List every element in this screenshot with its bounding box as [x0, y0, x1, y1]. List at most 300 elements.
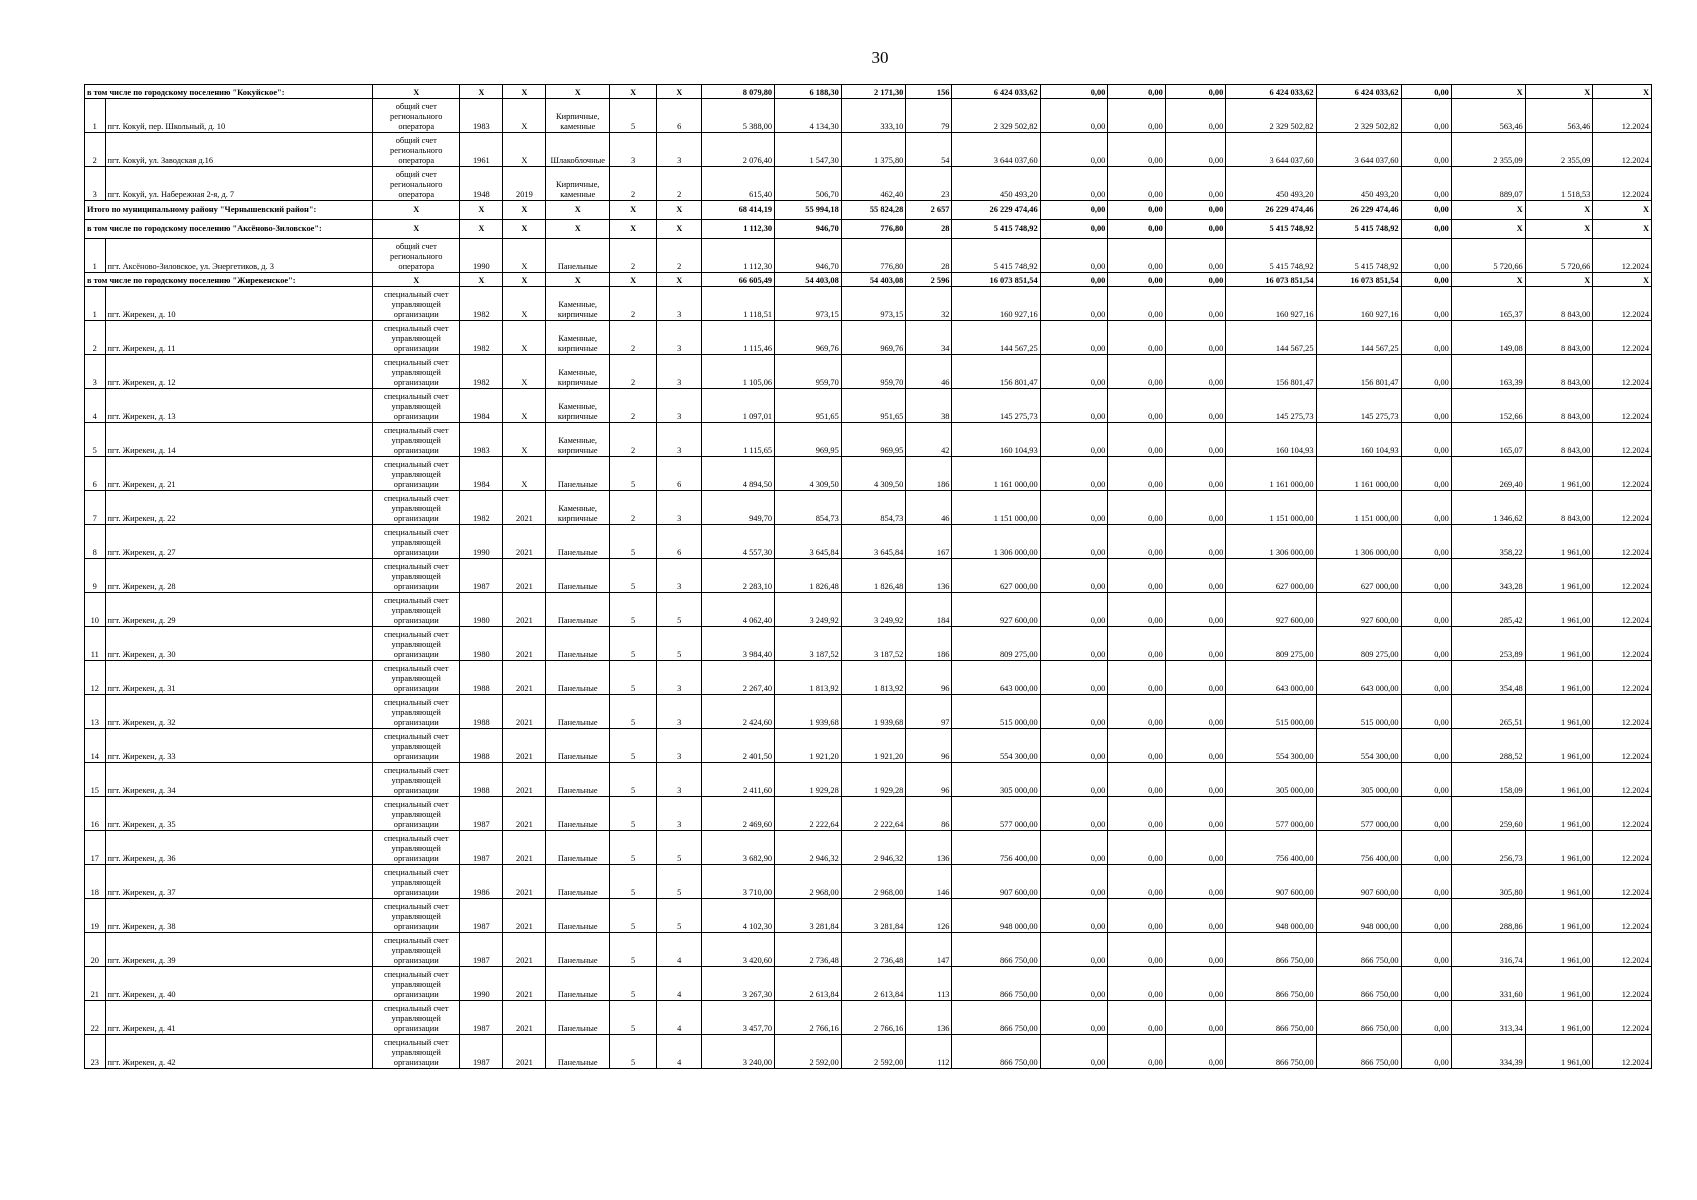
wall-material-cell: Панельные	[546, 593, 610, 627]
floors-min-cell: 6	[657, 525, 702, 559]
area-living-cell: 54 403,08	[775, 273, 842, 287]
account-cell: специальный счет управляющей организации	[373, 729, 460, 763]
fund-owners-cell: 866 750,00	[1226, 933, 1316, 967]
fund-local-cell: 0,00	[1165, 763, 1226, 797]
limit-per-m2-cell: 1 961,00	[1525, 1035, 1593, 1069]
address-cell: пгт. Жирекен, д. 41	[105, 1001, 373, 1035]
fund-regional-cell: 0,00	[1108, 85, 1165, 99]
deadline-cell: 12.2024	[1593, 423, 1652, 457]
fund-local-cell: 0,00	[1165, 201, 1226, 220]
year-built-cell: 1984	[460, 457, 503, 491]
account-cell: специальный счет управляющей организации	[373, 593, 460, 627]
year-built-cell: 1983	[460, 99, 503, 133]
table-row	[85, 491, 1652, 525]
floors-min-cell: 3	[657, 763, 702, 797]
cost-fund-cell: 1 151 000,00	[1316, 491, 1401, 525]
area-living-cell: 3 645,84	[775, 525, 842, 559]
area-living-cell: 1 939,68	[775, 695, 842, 729]
cost-per-m2-cell: 331,60	[1451, 967, 1525, 1001]
row-number-cell: 8	[85, 525, 106, 559]
deadline-cell: 12.2024	[1593, 239, 1652, 273]
fund-owners-cell: 450 493,20	[1226, 167, 1316, 201]
area-living-cell: 55 994,18	[775, 201, 842, 220]
row-number-cell: 4	[85, 389, 106, 423]
cost-per-m2-cell: 285,42	[1451, 593, 1525, 627]
area-living-cell: 4 134,30	[775, 99, 842, 133]
year-built-cell: 1982	[460, 321, 503, 355]
wall-material-cell: Панельные	[546, 933, 610, 967]
subtotal-row	[85, 85, 1652, 99]
year-done-cell: X	[503, 321, 546, 355]
area-living-cell: 959,70	[775, 355, 842, 389]
year-done-cell: 2021	[503, 695, 546, 729]
fund-local-cell: 0,00	[1165, 1035, 1226, 1069]
wall-material-cell: Панельные	[546, 525, 610, 559]
cost-total-cell: 5 415 748,92	[952, 220, 1040, 239]
cost-fund-cell: 26 229 474,46	[1316, 201, 1401, 220]
area-living-cell: 3 187,52	[775, 627, 842, 661]
limit-per-m2-cell: 1 961,00	[1525, 797, 1593, 831]
floors-min-cell: 3	[657, 355, 702, 389]
row-number-cell: 17	[85, 831, 106, 865]
fund-federal-cell: 0,00	[1040, 201, 1108, 220]
residents-cell: 156	[906, 85, 952, 99]
cost-fund-cell: 866 750,00	[1316, 967, 1401, 1001]
cost-other-cell: 0,00	[1401, 627, 1451, 661]
area-living-cell: 1 813,92	[775, 661, 842, 695]
capital-repair-table	[84, 84, 1652, 1069]
year-built-cell: 1987	[460, 797, 503, 831]
cost-per-m2-cell: 563,46	[1451, 99, 1525, 133]
area-private-cell: 973,15	[841, 287, 906, 321]
year-done-cell: X	[503, 287, 546, 321]
address-cell: пгт. Жирекен, д. 13	[105, 389, 373, 423]
fund-regional-cell: 0,00	[1108, 457, 1165, 491]
wall-material-cell: Шлакоблочные	[546, 133, 610, 167]
deadline-cell: X	[1593, 201, 1652, 220]
fund-owners-cell: 1 161 000,00	[1226, 457, 1316, 491]
fund-owners-cell: 809 275,00	[1226, 627, 1316, 661]
cost-fund-cell: 948 000,00	[1316, 899, 1401, 933]
wall-material-cell: Панельные	[546, 899, 610, 933]
area-total-cell: 66 605,49	[702, 273, 775, 287]
fund-owners-cell: 554 300,00	[1226, 729, 1316, 763]
table-row	[85, 967, 1652, 1001]
cost-fund-cell: 627 000,00	[1316, 559, 1401, 593]
cost-per-m2-cell: 305,80	[1451, 865, 1525, 899]
deadline-cell: 12.2024	[1593, 729, 1652, 763]
cost-total-cell: 144 567,25	[952, 321, 1040, 355]
cost-total-cell: 866 750,00	[952, 933, 1040, 967]
cost-fund-cell: 5 415 748,92	[1316, 220, 1401, 239]
cost-fund-cell: 3 644 037,60	[1316, 133, 1401, 167]
floors-min-cell: 6	[657, 99, 702, 133]
limit-per-m2-cell: 1 961,00	[1525, 593, 1593, 627]
account-cell: специальный счет управляющей организации	[373, 763, 460, 797]
cost-fund-cell: 554 300,00	[1316, 729, 1401, 763]
cost-fund-cell: 907 600,00	[1316, 865, 1401, 899]
year-done-cell: 2021	[503, 661, 546, 695]
area-total-cell: 949,70	[702, 491, 775, 525]
cost-total-cell: 809 275,00	[952, 627, 1040, 661]
floors-max-cell: 2	[610, 355, 657, 389]
area-private-cell: 776,80	[841, 220, 906, 239]
floors-min-cell: X	[657, 220, 702, 239]
residents-cell: 167	[906, 525, 952, 559]
fund-regional-cell: 0,00	[1108, 865, 1165, 899]
area-private-cell: 462,40	[841, 167, 906, 201]
floors-max-cell: 5	[610, 559, 657, 593]
year-done-cell: 2021	[503, 763, 546, 797]
account-cell: X	[373, 201, 460, 220]
cost-total-cell: 1 161 000,00	[952, 457, 1040, 491]
limit-per-m2-cell: 8 843,00	[1525, 389, 1593, 423]
fund-regional-cell: 0,00	[1108, 389, 1165, 423]
fund-regional-cell: 0,00	[1108, 220, 1165, 239]
fund-regional-cell: 0,00	[1108, 1035, 1165, 1069]
row-number-cell: 1	[85, 287, 106, 321]
residents-cell: 23	[906, 167, 952, 201]
fund-regional-cell: 0,00	[1108, 321, 1165, 355]
account-cell: общий счет регионального оператора	[373, 133, 460, 167]
cost-fund-cell: 160 104,93	[1316, 423, 1401, 457]
fund-local-cell: 0,00	[1165, 321, 1226, 355]
floors-max-cell: 2	[610, 321, 657, 355]
limit-per-m2-cell: X	[1525, 220, 1593, 239]
limit-per-m2-cell: 1 961,00	[1525, 1001, 1593, 1035]
year-built-cell: 1980	[460, 627, 503, 661]
area-total-cell: 1 112,30	[702, 220, 775, 239]
fund-owners-cell: 1 151 000,00	[1226, 491, 1316, 525]
area-living-cell: 973,15	[775, 287, 842, 321]
area-total-cell: 1 115,46	[702, 321, 775, 355]
cost-other-cell: 0,00	[1401, 797, 1451, 831]
year-built-cell: 1988	[460, 729, 503, 763]
year-done-cell: X	[503, 239, 546, 273]
row-number-cell: 13	[85, 695, 106, 729]
area-private-cell: 951,65	[841, 389, 906, 423]
residents-cell: 146	[906, 865, 952, 899]
floors-min-cell: 4	[657, 1035, 702, 1069]
cost-other-cell: 0,00	[1401, 99, 1451, 133]
table-row	[85, 423, 1652, 457]
address-cell: пгт. Жирекен, д. 30	[105, 627, 373, 661]
table-row	[85, 559, 1652, 593]
cost-other-cell: 0,00	[1401, 321, 1451, 355]
fund-regional-cell: 0,00	[1108, 763, 1165, 797]
fund-local-cell: 0,00	[1165, 695, 1226, 729]
cost-total-cell: 756 400,00	[952, 831, 1040, 865]
cost-per-m2-cell: 334,39	[1451, 1035, 1525, 1069]
limit-per-m2-cell: 8 843,00	[1525, 287, 1593, 321]
year-done-cell: 2021	[503, 933, 546, 967]
residents-cell: 46	[906, 491, 952, 525]
floors-min-cell: X	[657, 85, 702, 99]
table-row	[85, 457, 1652, 491]
deadline-cell: 12.2024	[1593, 661, 1652, 695]
wall-material-cell: Панельные	[546, 627, 610, 661]
table-row	[85, 661, 1652, 695]
area-total-cell: 2 469,60	[702, 797, 775, 831]
cost-fund-cell: 145 275,73	[1316, 389, 1401, 423]
deadline-cell: 12.2024	[1593, 627, 1652, 661]
year-done-cell: 2021	[503, 831, 546, 865]
address-cell: пгт. Жирекен, д. 21	[105, 457, 373, 491]
deadline-cell: 12.2024	[1593, 1001, 1652, 1035]
fund-regional-cell: 0,00	[1108, 287, 1165, 321]
floors-min-cell: 3	[657, 797, 702, 831]
fund-regional-cell: 0,00	[1108, 99, 1165, 133]
area-living-cell: 1 929,28	[775, 763, 842, 797]
fund-regional-cell: 0,00	[1108, 491, 1165, 525]
cost-fund-cell: 450 493,20	[1316, 167, 1401, 201]
fund-local-cell: 0,00	[1165, 220, 1226, 239]
row-number-cell: 3	[85, 355, 106, 389]
area-living-cell: 1 547,30	[775, 133, 842, 167]
cost-total-cell: 16 073 851,54	[952, 273, 1040, 287]
residents-cell: 2 657	[906, 201, 952, 220]
floors-max-cell: 5	[610, 967, 657, 1001]
floors-min-cell: 5	[657, 865, 702, 899]
row-number-cell: 10	[85, 593, 106, 627]
cost-per-m2-cell: X	[1451, 85, 1525, 99]
floors-max-cell: 5	[610, 899, 657, 933]
deadline-cell: 12.2024	[1593, 525, 1652, 559]
deadline-cell: 12.2024	[1593, 865, 1652, 899]
year-built-cell: 1988	[460, 695, 503, 729]
cost-other-cell: 0,00	[1401, 167, 1451, 201]
fund-regional-cell: 0,00	[1108, 797, 1165, 831]
limit-per-m2-cell: 1 961,00	[1525, 967, 1593, 1001]
account-cell: специальный счет управляющей организации	[373, 321, 460, 355]
wall-material-cell: Кирпичные, каменные	[546, 167, 610, 201]
floors-min-cell: 4	[657, 933, 702, 967]
floors-max-cell: 5	[610, 627, 657, 661]
subtotal-row	[85, 273, 1652, 287]
address-cell: пгт. Жирекен, д. 40	[105, 967, 373, 1001]
fund-local-cell: 0,00	[1165, 85, 1226, 99]
area-living-cell: 2 592,00	[775, 1035, 842, 1069]
wall-material-cell: Панельные	[546, 559, 610, 593]
fund-federal-cell: 0,00	[1040, 593, 1108, 627]
cost-other-cell: 0,00	[1401, 423, 1451, 457]
deadline-cell: 12.2024	[1593, 1035, 1652, 1069]
residents-cell: 96	[906, 661, 952, 695]
area-private-cell: 2 171,30	[841, 85, 906, 99]
cost-per-m2-cell: 358,22	[1451, 525, 1525, 559]
row-number-cell: 7	[85, 491, 106, 525]
group-label-cell: в том числе по городскому поселению "Аксёново-Зиловское":	[85, 220, 373, 239]
year-done-cell: X	[503, 85, 546, 99]
area-living-cell: 969,95	[775, 423, 842, 457]
cost-fund-cell: 866 750,00	[1316, 1001, 1401, 1035]
cost-fund-cell: 5 415 748,92	[1316, 239, 1401, 273]
row-number-cell: 2	[85, 133, 106, 167]
fund-local-cell: 0,00	[1165, 627, 1226, 661]
year-done-cell: 2021	[503, 1035, 546, 1069]
floors-max-cell: 5	[610, 99, 657, 133]
wall-material-cell: Панельные	[546, 967, 610, 1001]
cost-per-m2-cell: 269,40	[1451, 457, 1525, 491]
year-built-cell: 1948	[460, 167, 503, 201]
floors-min-cell: 4	[657, 1001, 702, 1035]
wall-material-cell: Каменные, кирпичные	[546, 491, 610, 525]
area-private-cell: 54 403,08	[841, 273, 906, 287]
limit-per-m2-cell: 1 961,00	[1525, 865, 1593, 899]
account-cell: специальный счет управляющей организации	[373, 627, 460, 661]
cost-per-m2-cell: X	[1451, 273, 1525, 287]
account-cell: общий счет регионального оператора	[373, 239, 460, 273]
wall-material-cell: X	[546, 273, 610, 287]
wall-material-cell: Каменные, кирпичные	[546, 287, 610, 321]
cost-total-cell: 927 600,00	[952, 593, 1040, 627]
address-cell: пгт. Жирекен, д. 31	[105, 661, 373, 695]
fund-owners-cell: 866 750,00	[1226, 1035, 1316, 1069]
area-living-cell: 946,70	[775, 239, 842, 273]
floors-max-cell: 5	[610, 729, 657, 763]
year-done-cell: 2021	[503, 627, 546, 661]
account-cell: специальный счет управляющей организации	[373, 695, 460, 729]
area-living-cell: 2 766,16	[775, 1001, 842, 1035]
area-private-cell: 1 921,20	[841, 729, 906, 763]
cost-per-m2-cell: 163,39	[1451, 355, 1525, 389]
account-cell: специальный счет управляющей организации	[373, 933, 460, 967]
year-done-cell: X	[503, 99, 546, 133]
fund-owners-cell: 643 000,00	[1226, 661, 1316, 695]
fund-federal-cell: 0,00	[1040, 661, 1108, 695]
fund-regional-cell: 0,00	[1108, 423, 1165, 457]
fund-local-cell: 0,00	[1165, 491, 1226, 525]
deadline-cell: X	[1593, 273, 1652, 287]
cost-other-cell: 0,00	[1401, 355, 1451, 389]
row-number-cell: 22	[85, 1001, 106, 1035]
table-row	[85, 239, 1652, 273]
row-number-cell: 11	[85, 627, 106, 661]
area-total-cell: 2 411,60	[702, 763, 775, 797]
cost-total-cell: 6 424 033,62	[952, 85, 1040, 99]
address-cell: пгт. Кокуй, ул. Заводская д.16	[105, 133, 373, 167]
limit-per-m2-cell: 8 843,00	[1525, 491, 1593, 525]
cost-per-m2-cell: 354,48	[1451, 661, 1525, 695]
cost-other-cell: 0,00	[1401, 85, 1451, 99]
table-row	[85, 1001, 1652, 1035]
cost-fund-cell: 756 400,00	[1316, 831, 1401, 865]
fund-local-cell: 0,00	[1165, 167, 1226, 201]
area-private-cell: 3 281,84	[841, 899, 906, 933]
wall-material-cell: Каменные, кирпичные	[546, 355, 610, 389]
table-row	[85, 355, 1652, 389]
residents-cell: 79	[906, 99, 952, 133]
cost-fund-cell: 515 000,00	[1316, 695, 1401, 729]
residents-cell: 147	[906, 933, 952, 967]
cost-per-m2-cell: 158,09	[1451, 763, 1525, 797]
fund-owners-cell: 156 801,47	[1226, 355, 1316, 389]
cost-total-cell: 26 229 474,46	[952, 201, 1040, 220]
limit-per-m2-cell: 563,46	[1525, 99, 1593, 133]
fund-owners-cell: 3 644 037,60	[1226, 133, 1316, 167]
area-total-cell: 1 112,30	[702, 239, 775, 273]
cost-other-cell: 0,00	[1401, 201, 1451, 220]
table-row	[85, 627, 1652, 661]
deadline-cell: 12.2024	[1593, 491, 1652, 525]
floors-max-cell: 2	[610, 167, 657, 201]
cost-per-m2-cell: 149,08	[1451, 321, 1525, 355]
residents-cell: 113	[906, 967, 952, 1001]
account-cell: специальный счет управляющей организации	[373, 525, 460, 559]
fund-federal-cell: 0,00	[1040, 239, 1108, 273]
floors-max-cell: X	[610, 201, 657, 220]
deadline-cell: 12.2024	[1593, 899, 1652, 933]
cost-per-m2-cell: 316,74	[1451, 933, 1525, 967]
deadline-cell: 12.2024	[1593, 355, 1652, 389]
year-built-cell: 1980	[460, 593, 503, 627]
account-cell: специальный счет управляющей организации	[373, 457, 460, 491]
limit-per-m2-cell: 1 961,00	[1525, 627, 1593, 661]
residents-cell: 28	[906, 220, 952, 239]
account-cell: специальный счет управляющей организации	[373, 389, 460, 423]
limit-per-m2-cell: 1 961,00	[1525, 525, 1593, 559]
fund-owners-cell: 6 424 033,62	[1226, 85, 1316, 99]
account-cell: специальный счет управляющей организации	[373, 797, 460, 831]
fund-local-cell: 0,00	[1165, 559, 1226, 593]
residents-cell: 136	[906, 1001, 952, 1035]
fund-local-cell: 0,00	[1165, 899, 1226, 933]
deadline-cell: 12.2024	[1593, 831, 1652, 865]
limit-per-m2-cell: 8 843,00	[1525, 355, 1593, 389]
area-private-cell: 1 929,28	[841, 763, 906, 797]
area-private-cell: 3 645,84	[841, 525, 906, 559]
limit-per-m2-cell: 8 843,00	[1525, 423, 1593, 457]
year-done-cell: 2021	[503, 559, 546, 593]
cost-fund-cell: 577 000,00	[1316, 797, 1401, 831]
cost-per-m2-cell: 288,52	[1451, 729, 1525, 763]
year-built-cell: 1987	[460, 933, 503, 967]
fund-federal-cell: 0,00	[1040, 273, 1108, 287]
year-built-cell: 1987	[460, 1035, 503, 1069]
year-built-cell: 1987	[460, 831, 503, 865]
fund-owners-cell: 948 000,00	[1226, 899, 1316, 933]
floors-min-cell: X	[657, 273, 702, 287]
address-cell: пгт. Кокуй, ул. Набережная 2-я, д. 7	[105, 167, 373, 201]
fund-federal-cell: 0,00	[1040, 423, 1108, 457]
page-number: 30	[871, 48, 889, 67]
year-done-cell: X	[503, 355, 546, 389]
area-total-cell: 8 079,80	[702, 85, 775, 99]
deadline-cell: 12.2024	[1593, 321, 1652, 355]
fund-regional-cell: 0,00	[1108, 661, 1165, 695]
cost-total-cell: 450 493,20	[952, 167, 1040, 201]
floors-max-cell: X	[610, 273, 657, 287]
cost-per-m2-cell: 265,51	[1451, 695, 1525, 729]
fund-federal-cell: 0,00	[1040, 355, 1108, 389]
account-cell: X	[373, 273, 460, 287]
floors-max-cell: X	[610, 85, 657, 99]
area-living-cell: 2 222,64	[775, 797, 842, 831]
deadline-cell: 12.2024	[1593, 695, 1652, 729]
cost-fund-cell: 2 329 502,82	[1316, 99, 1401, 133]
address-cell: пгт. Жирекен, д. 14	[105, 423, 373, 457]
row-number-cell: 12	[85, 661, 106, 695]
floors-min-cell: 3	[657, 695, 702, 729]
fund-owners-cell: 160 927,16	[1226, 287, 1316, 321]
address-cell: пгт. Жирекен, д. 39	[105, 933, 373, 967]
area-living-cell: 4 309,50	[775, 457, 842, 491]
cost-fund-cell: 809 275,00	[1316, 627, 1401, 661]
table-row	[85, 389, 1652, 423]
account-cell: специальный счет управляющей организации	[373, 865, 460, 899]
cost-total-cell: 643 000,00	[952, 661, 1040, 695]
fund-local-cell: 0,00	[1165, 967, 1226, 1001]
